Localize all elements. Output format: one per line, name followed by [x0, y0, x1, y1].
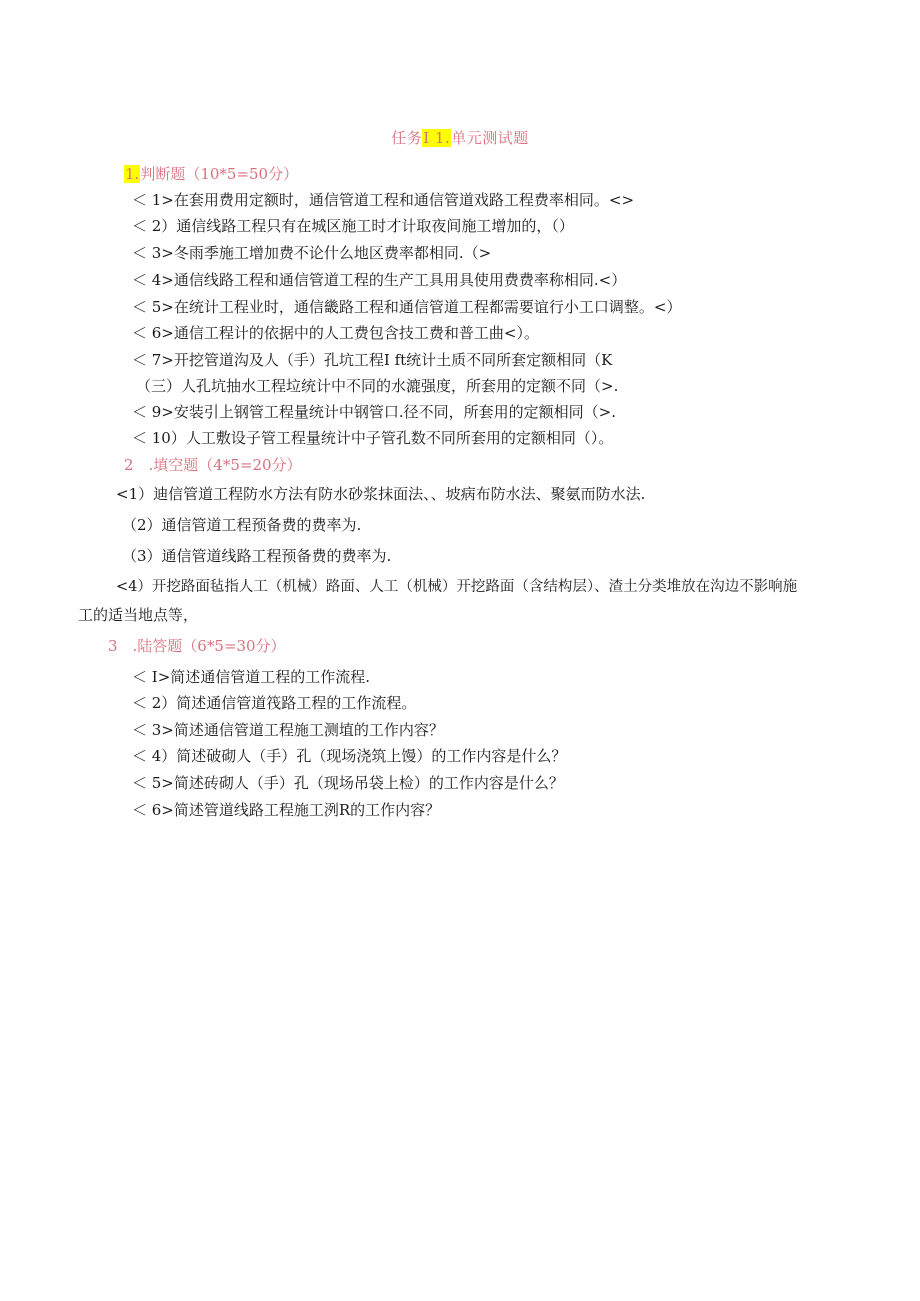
- section1-item: （三）人孔坑抽水工程垃统计中不同的水漉强度，所套用的定额不同（>.: [136, 377, 619, 395]
- section3-item: ＜ 6>简述管道线路工程施工洌R的工作内容？: [132, 801, 441, 819]
- section3-item: ＜ 3>简述通信管道工程施工测埴的工作内容？: [132, 721, 444, 739]
- section1-item: ＜ 1>在套用费用定额时，通信管道工程和通信管道戏路工程费率相同。<>: [132, 191, 635, 209]
- section2-item: （2）通信管道工程预备费的费率为.: [122, 516, 362, 534]
- section3-item: ＜ 4）简述破砌人（手）孔（现场浇筑上馒）的工作内容是什么？: [132, 747, 567, 765]
- section1-item: ＜ 2）通信线路工程只有在城区施工时才计取夜间施工增加的，（）: [132, 217, 574, 235]
- section1-item: ＜ 7>开挖管道沟及人（手）孔坑工程I ft统计土质不同所套定额相同（K: [132, 351, 613, 369]
- section1-item: ＜ 4>通信线路工程和通信管道工程的生产工具用具使用费费率称相同.<）: [132, 271, 627, 289]
- section1-heading-text: 判断题（10*5=50分）: [140, 165, 299, 183]
- section1-item: ＜ 3>冬雨季施工增加费不论什么地区费率都相同.（>: [132, 244, 492, 262]
- section2-heading: 2 .填空题（4*5=20分）: [124, 456, 302, 474]
- title-marker: I 1.: [423, 129, 451, 147]
- section1-marker: 1.: [125, 165, 140, 183]
- section1-heading: [124, 164, 298, 184]
- section3-item: ＜ I>简述通信管道工程的工作流程.: [132, 668, 371, 686]
- section2-item-continued: 工的适当地点等，: [78, 606, 199, 624]
- section1-item: ＜ 9>安装引上钢管工程量统计中钢管口.径不同，所套用的定额相同（>.: [132, 403, 616, 421]
- section3-item: ＜ 2）简述通信管道筏路工程的工作流程。: [132, 694, 417, 712]
- page-title: [0, 127, 920, 148]
- section1-item: ＜ 6>通信工程计的依据中的人工费包含技工费和普工曲<）。: [132, 324, 539, 342]
- title-suffix: 单元测试题: [451, 129, 529, 147]
- title-prefix: 任务: [391, 129, 423, 147]
- section1-item: ＜ 10）人工敷设子管工程量统计中子管孔数不同所套用的定额相同（）。: [132, 429, 614, 447]
- section2-item: <4）开挖路面毡指人工（机械）路面、人工（机械）开挖路面（含结构层）、渣土分类堆放在沟边不影响施: [116, 579, 798, 595]
- section2-item: <1）迪信管道工程防水方法有防水砂浆抹面法、、坡病布防水法、聚氨而防水法.: [116, 485, 646, 503]
- section2-item: （3）通信管道线路工程预备费的费率为.: [122, 547, 392, 565]
- section3-item: ＜ 5>简述砖砌人（手）孔（现场吊袋上检）的工作内容是什么？: [132, 774, 564, 792]
- section3-heading: 3 .陆答题（6*5=30分）: [108, 637, 286, 655]
- section1-item: ＜ 5>在统计工程业时，通信畿路工程和通信管道工程都需要谊行小工口调整。<）: [132, 298, 682, 316]
